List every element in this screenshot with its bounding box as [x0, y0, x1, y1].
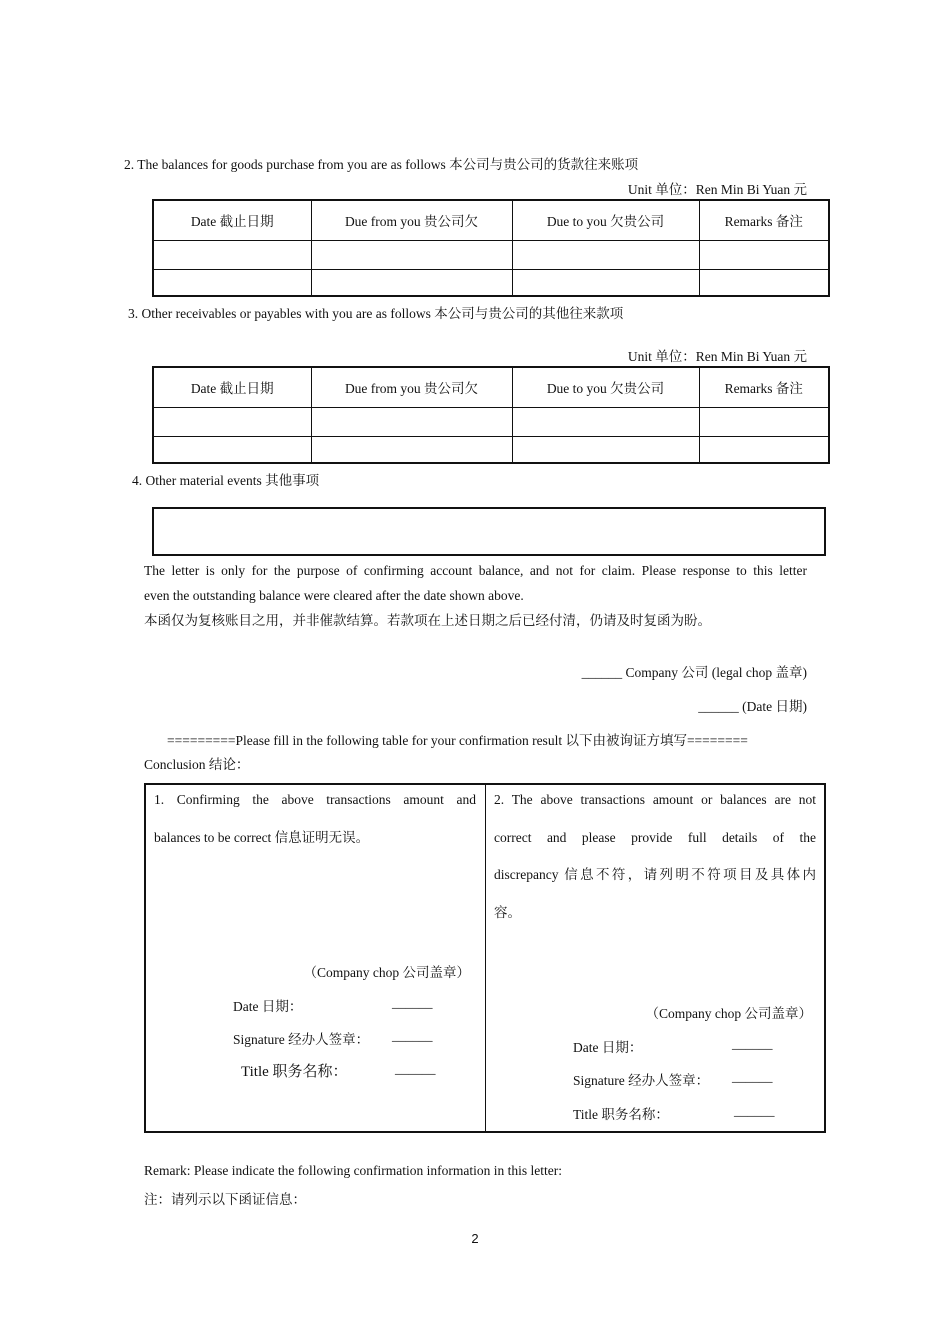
table-row — [153, 436, 829, 463]
column-header: Due from you 贵公司欠 — [311, 200, 512, 240]
right-title-label: Title 职务名称： — [573, 1107, 669, 1122]
company-chop-line: ______ Company 公司 (legal chop 盖章) — [581, 665, 807, 680]
left-title-label: Title 职务名称： — [241, 1064, 348, 1080]
table-cell[interactable] — [512, 407, 699, 436]
column-header: Due to you 欠贵公司 — [512, 367, 699, 407]
left-signature-label: Signature 经办人签章： — [233, 1032, 370, 1047]
right-date-label: Date 日期： — [573, 1040, 643, 1055]
table-cell[interactable] — [699, 436, 829, 463]
left-date-blank[interactable]: ______ — [392, 995, 433, 1010]
remark-zh: 注：请列示以下函证信息： — [144, 1192, 306, 1207]
table-row — [153, 407, 829, 436]
conclusion-table — [144, 783, 826, 1133]
section3-heading: 3. Other receivables or payables with you are as follows 本公司与贵公司的其他往来款项 — [128, 306, 624, 321]
right-title-blank[interactable]: ______ — [734, 1103, 775, 1118]
table-cell[interactable] — [153, 436, 311, 463]
right-date-blank[interactable]: ______ — [732, 1036, 773, 1051]
table-cell[interactable] — [153, 407, 311, 436]
right-company-chop: （Company chop 公司盖章） — [645, 1006, 812, 1021]
right-signature-blank[interactable]: ______ — [732, 1069, 773, 1084]
fill-notice: =========Please fill in the following table for your confirmation result 以下由被询证方填写======== — [167, 733, 748, 748]
section4-heading: 4. Other material events 其他事项 — [132, 473, 320, 488]
column-header: Remarks 备注 — [699, 367, 829, 407]
letter-paragraph — [144, 558, 807, 633]
table-row — [153, 269, 829, 296]
table-cell[interactable] — [512, 436, 699, 463]
incorrect-text-line4: 容。 — [494, 904, 521, 920]
letter-zh-line: 本函仅为复核账目之用，并非催款结算。若款项在上述日期之后已经付清，仍请及时复函为盼。 — [144, 613, 711, 628]
letter-en-line1: The letter is only for the purpose of confirming account balance, and not for claim. Please response to this letter — [144, 563, 807, 578]
date-line: ______ (Date 日期) — [698, 699, 807, 714]
left-title-blank[interactable]: ______ — [395, 1061, 436, 1076]
table-cell[interactable] — [699, 407, 829, 436]
column-header: Due from you 贵公司欠 — [311, 367, 512, 407]
table-cell[interactable] — [311, 269, 512, 296]
incorrect-text-line1: 2. The above transactions amount or balances are not — [494, 792, 816, 807]
correct-text-line1: 1. Confirming the above transactions amount and — [154, 792, 476, 807]
section2-table — [152, 199, 830, 297]
column-header: Due to you 欠贵公司 — [512, 200, 699, 240]
conclusion-label: Conclusion 结论： — [144, 757, 250, 772]
letter-en-line2: even the outstanding balance were cleared after the date shown above. — [144, 588, 524, 603]
table-cell[interactable] — [311, 407, 512, 436]
column-header: Date 截止日期 — [153, 367, 311, 407]
table-cell[interactable] — [153, 240, 311, 269]
left-signature-blank[interactable]: ______ — [392, 1028, 433, 1043]
incorrect-text-line3: discrepancy 信息不符，请列明不符项目及具体内 — [494, 867, 816, 882]
table-cell[interactable] — [311, 436, 512, 463]
section2-unit: Unit 单位：Ren Min Bi Yuan 元 — [627, 182, 807, 197]
page-number: 2 — [471, 1231, 479, 1246]
conclusion-divider — [485, 785, 486, 1131]
table-cell[interactable] — [512, 269, 699, 296]
table-cell[interactable] — [699, 269, 829, 296]
table-cell[interactable] — [512, 240, 699, 269]
column-header: Date 截止日期 — [153, 200, 311, 240]
column-header: Remarks 备注 — [699, 200, 829, 240]
other-events-box[interactable] — [152, 507, 826, 556]
table-row — [153, 240, 829, 269]
correct-text-line2: balances to be correct 信息证明无误。 — [154, 829, 370, 845]
incorrect-text-line2: correct and please provide full details of the — [494, 829, 816, 845]
table-cell[interactable] — [699, 240, 829, 269]
section2-heading: 2. The balances for goods purchase from you are as follows 本公司与贵公司的货款往来账项 — [124, 157, 639, 172]
left-date-label: Date 日期： — [233, 999, 303, 1014]
remark-en: Remark: Please indicate the following confirmation information in this letter: — [144, 1163, 563, 1178]
left-company-chop: （Company chop 公司盖章） — [303, 965, 470, 980]
table-cell[interactable] — [311, 240, 512, 269]
table-cell[interactable] — [153, 269, 311, 296]
section3-table — [152, 366, 830, 464]
right-signature-label: Signature 经办人签章： — [573, 1073, 710, 1088]
section3-unit: Unit 单位：Ren Min Bi Yuan 元 — [627, 349, 807, 364]
